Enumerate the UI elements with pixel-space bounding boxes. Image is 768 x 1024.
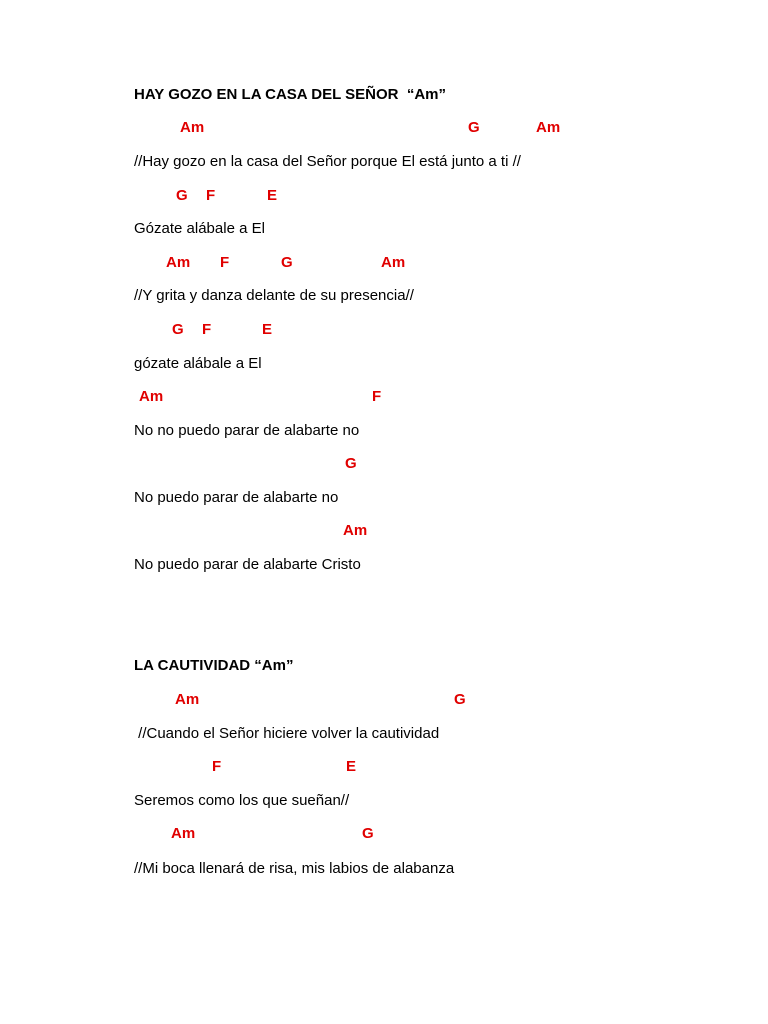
lyric-line: gózate alábale a El: [134, 355, 262, 372]
chord: E: [262, 321, 273, 338]
chord: F: [206, 187, 216, 204]
chord: E: [346, 758, 357, 775]
song-title: LA CAUTIVIDAD “Am”: [134, 657, 294, 674]
song-title: HAY GOZO EN LA CASA DEL SEÑOR “Am”: [134, 86, 446, 103]
chord: G: [176, 187, 188, 204]
lyric-line: Gózate alábale a El: [134, 220, 265, 237]
chord: F: [372, 388, 382, 405]
lyric-line: No no puedo parar de alabarte no: [134, 422, 360, 439]
chord: G: [468, 119, 480, 136]
lyric-line: //Hay gozo en la casa del Señor porque El está junto a ti //: [134, 153, 521, 170]
chord: Am: [381, 254, 406, 271]
chord: Am: [175, 691, 200, 708]
chord: G: [172, 321, 184, 338]
chord: F: [220, 254, 230, 271]
lyric-line: //Mi boca llenará de risa, mis labios de alabanza: [134, 860, 455, 877]
chord: G: [281, 254, 293, 271]
chord: F: [212, 758, 222, 775]
chord: G: [454, 691, 466, 708]
chord: E: [267, 187, 278, 204]
lyric-line: //Cuando el Señor hiciere volver la cautividad: [134, 725, 440, 742]
chord: Am: [139, 388, 164, 405]
lyric-line: Seremos como los que sueñan//: [134, 792, 350, 809]
chord: Am: [166, 254, 191, 271]
lyric-line: No puedo parar de alabarte Cristo: [134, 556, 361, 573]
chord: G: [362, 825, 374, 842]
chord: Am: [180, 119, 205, 136]
chord: G: [345, 455, 357, 472]
chord: Am: [343, 522, 368, 539]
lyric-line: No puedo parar de alabarte no: [134, 489, 339, 506]
lyric-line: //Y grita y danza delante de su presencia//: [134, 287, 414, 304]
chord: F: [202, 321, 212, 338]
chord: Am: [171, 825, 196, 842]
chord: Am: [536, 119, 561, 136]
